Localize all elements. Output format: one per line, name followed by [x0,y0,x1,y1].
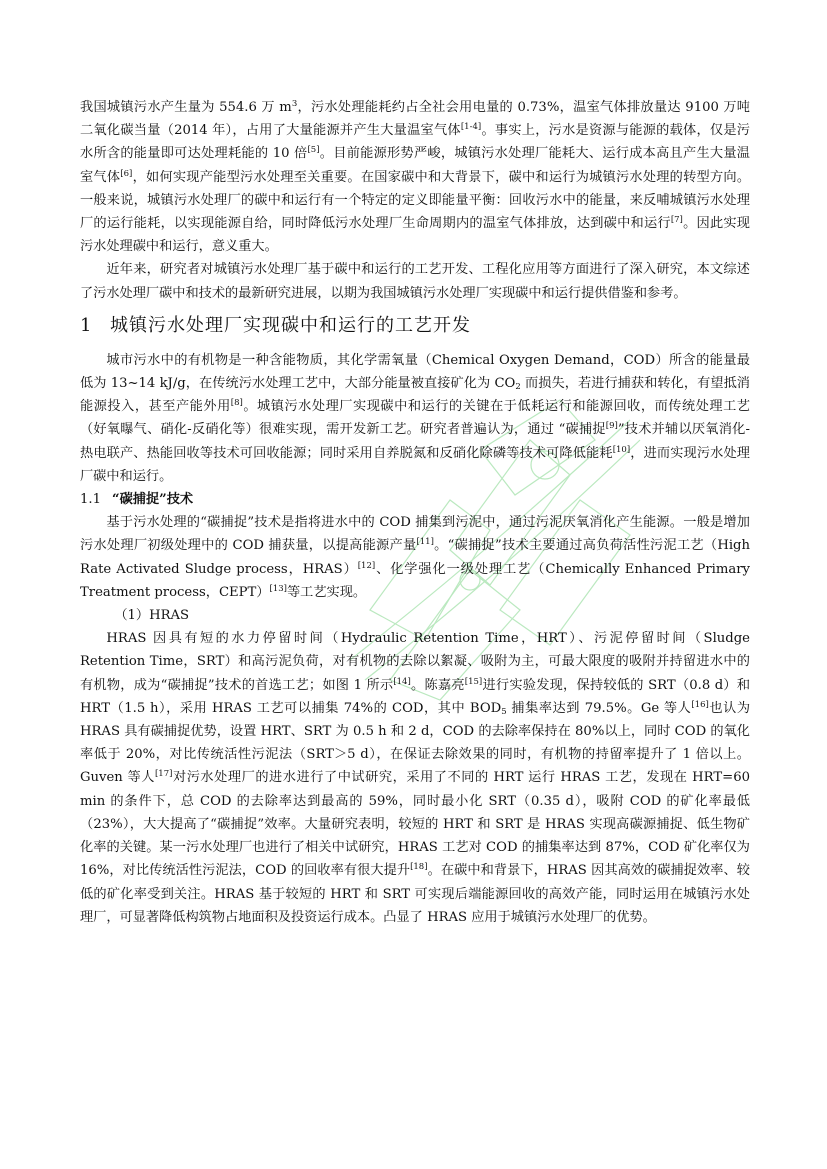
citation: [8] [230,398,243,409]
hras-item-label: （1）HRAS [114,608,190,624]
intro-paragraph-1: 我国城镇污水产生量为 554.6 万 $m^3$，污水处理能耗约占全社会用电量的 0.73%，温室气体排放量达 9100 万吨二氧化碳当量（2014 年），占用了大量能源并产生大量温室气体[1-4]。事实上，污水是资源与能源的载体，仅是污水所含的能量即可达处理耗能的 10 倍[5]。目前能源形势严峻，城镇污水处理厂能耗大、运行成本高且产生大量温室气体[6]，如何实现产能型污水处理至关重要。在国家碳中和大背景下，碳中和运行为城镇污水处理的转型方向。一般来说，城镇污水处理厂的碳中和运行有一个特定的定义即能量平衡：回收污水中的能量，来反哺城镇污水处理厂的运行能耗，以实现能源自给，同时降低污水处理厂生命周期内的温室气体排放，达到碳中和运行[7]。因此实现污水处理碳中和运行，意义重大。 [80,99,751,255]
citation: [10] [612,444,631,455]
citation: [18] [410,862,428,873]
citation: [16] [691,699,709,710]
section-title: 城镇污水处理厂实现碳中和运行的工艺开发 [110,314,471,336]
section-1-paragraph: 城市污水中的有机物是一种含能物质，其化学需氧量（Chemical Oxygen Demand，COD）所含的能量最低为 13~14 kJ/g，在传统污水处理工艺中，大部分能量被直接矿化为 $CO_2$ 而损失，若进行捕获和转化，有望抵消能源投入，甚至产能外用[8]。城镇污水处理厂实现碳中和运行的关键在于低耗运行和能源回收，而传统处理工艺（好氧曝气、硝化-反硝化等）很难实现，需开发新工艺。研究者普遍认为，通过 “碳捕捉[9]”技术并辅以厌氧消化-热电联产、热能回收等技术可回收能源；同时采用自养脱氮和反硝化除磷等技术可降低能耗[10]，进而实现污水处理厂碳中和运行。 [80,352,750,484]
citation: [6] [120,168,133,179]
citation: [5] [307,145,320,156]
section-number: 1 [80,314,93,336]
citation: [14] [393,676,411,687]
citation: [9] [605,421,618,432]
section-1-heading [80,311,750,341]
subsection-1-1-heading [80,488,750,511]
intro-paragraph-2: 近年来，研究者对城镇污水处理厂基于碳中和运行的工艺开发、工程化应用等方面进行了深入研究，本文综述了污水处理厂碳中和技术的最新研究进展，以期为我国城镇污水处理厂实现碳中和运行提供借鉴和参考。 [80,262,750,301]
citation: [11] [416,537,434,548]
citation: [12] [357,560,376,571]
hras-paragraph: HRAS 因具有短的水力停留时间（Hydraulic Retention Time，HRT）、污泥停留时间（Sludge Retention Time，SRT）和高污泥负荷，对有机物的去除以絮凝、吸附为主，可最大限度的吸附并持留进水中的有机物，成为“碳捕捉”技术的首选工艺；如图 1 所示[14]。陈嘉亮[15]进行实验发现，保持较低的 SRT（0.8 d）和 HRT（1.5 h），采用 HRAS 工艺可以捕集 74%的 COD，其中 $BOD_5$ 捕集率达到 79.5%。Ge 等人[16]也认为 HRAS 具有碳捕捉优势，设置 HRT、SRT 为 0.5 h 和 2 d，COD 的去除率保持在 80%以上，同时 COD 的氧化率低于 20%，对比传统活性污泥法（SRT＞5 d），在保证去除效果的同时，有机物的持留率提升了 1 倍以上。Guven 等人[17]对污水处理厂的进水进行了中试研究，采用了不同的 HRT 运行 HRAS 工艺，发现在 HRT=60 min 的条件下，总 COD 的去除率达到最高的 59%，同时最小化 SRT（0.35 d），吸附 COD 的矿化率最低（23%），大大提高了“碳捕捉”效率。大量研究表明，较短的 HRT 和 SRT 是 HRAS 实现高碳源捕捉、低生物矿化率的关键。某一污水处理厂也进行了相关中试研究，HRAS 工艺对 COD 的捕集率达到 87%，COD 矿化率仅为 16%，对比传统活性污泥法，COD 的回收率有很大提升[18]。在碳中和背景下，HRAS 因其高效的碳捕捉效率、较低的矿化率受到关注。HRAS 基于较短的 HRT 和 SRT 可实现后端能源回收的高效产能，同时运用在城镇污水处理厂，可显著降低构筑物占地面积及投资运行成本。凸显了 HRAS 应用于城镇污水处理厂的优势。 [80,631,751,925]
citation: [15] [464,676,483,687]
subsection-1-1-paragraph: 基于污水处理的“碳捕捉”技术是指将进水中的 COD 捕集到污泥中，通过污泥厌氧消化产生能源。一般是增加污水处理厂初级处理中的 COD 捕获量，以提高能源产量[11]。“碳捕捉”技术主要通过高负荷活性污泥工艺（High Rate Activated Sludge process，HRAS）[12]、化学强化一级处理工艺（Chemically Enhanced Primary Treatment process，CEPT）[13]等工艺实现。 [80,515,750,600]
citation: [7] [670,215,683,226]
subsection-title: “碳捕捉”技术 [112,492,194,508]
citation: [17] [154,769,173,780]
citation: [13] [269,583,287,594]
article-body [80,96,750,929]
subsection-number: 1.1 [80,492,101,508]
citation: [1-4] [460,122,482,133]
